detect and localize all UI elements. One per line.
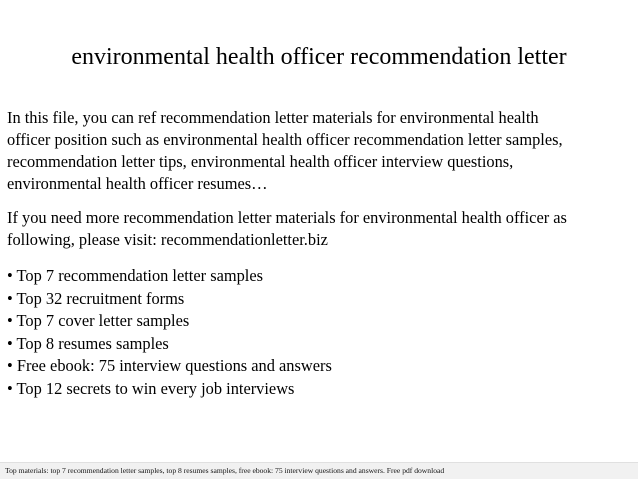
page-title: environmental health officer recommendation letter — [71, 44, 567, 70]
intro-line: recommendation letter tips, environmental health officer interview questions, — [7, 152, 514, 171]
intro-line: environmental health officer resumes… — [7, 174, 268, 193]
list-item: • Top 7 recommendation letter samples — [7, 266, 263, 285]
more-info-line: If you need more recommendation letter materials for environmental health officer as — [7, 208, 567, 227]
list-item: • Top 32 recruitment forms — [7, 288, 185, 308]
footer-text: Top materials: top 7 recommendation letter samples, top 8 resumes samples, free ebook: 75 interview questions and answers. Free pdf download — [5, 466, 445, 475]
intro-paragraph — [7, 107, 635, 195]
intro-line: officer position such as environmental health officer recommendation letter samples, — [7, 130, 563, 149]
footer-bar — [0, 462, 638, 479]
list-item: • Free ebook: 75 interview questions and answers — [7, 356, 332, 375]
materials-list — [7, 265, 332, 400]
list-item: • Top 8 resumes samples — [7, 333, 169, 353]
more-info-line: following, please visit: recommendationletter.biz — [7, 230, 328, 249]
list-item: • Top 7 cover letter samples — [7, 311, 190, 330]
intro-line: In this file, you can ref recommendation letter materials for environmental health — [7, 108, 539, 127]
list-item: • Top 12 secrets to win every job interviews — [7, 378, 295, 398]
more-info-paragraph — [7, 207, 635, 251]
